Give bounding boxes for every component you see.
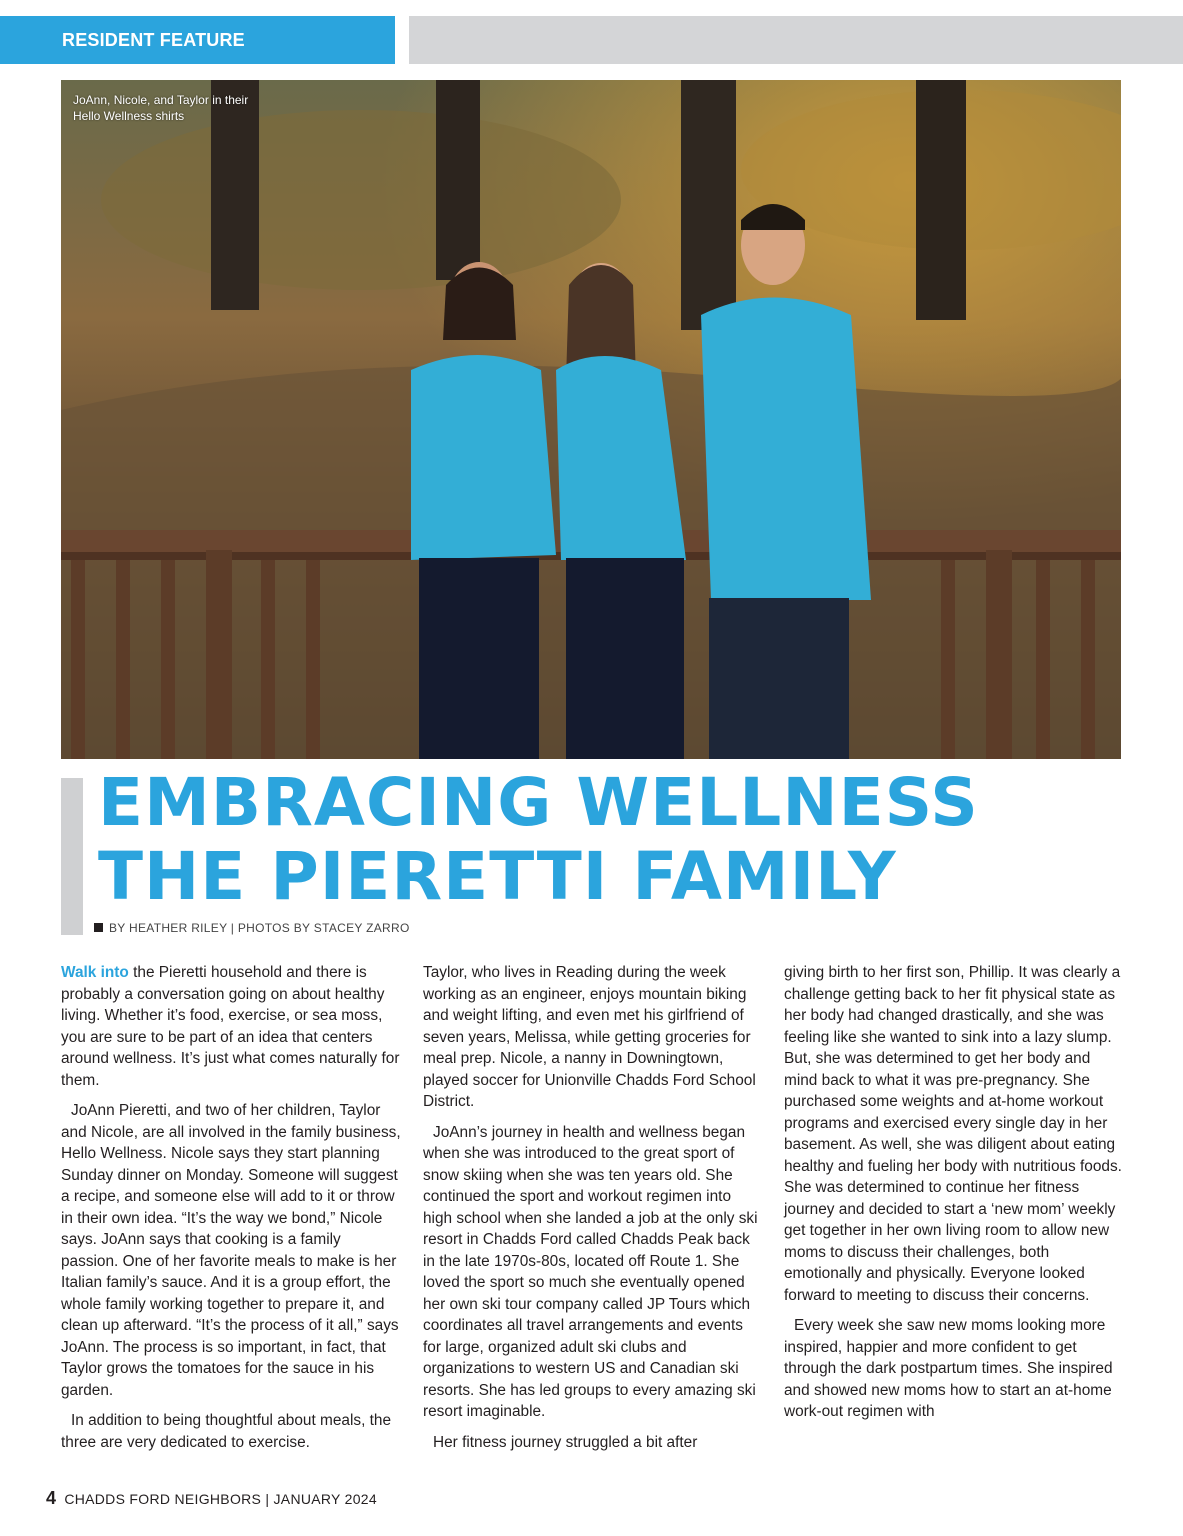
byline-bullet-icon [94, 923, 103, 932]
header-bar [409, 16, 1183, 64]
paragraph-1-text: the Pieretti household and there is probably a conversation going on about healthy living. Whether it’s food, exercise, or sea moss, you are sure to be part of an idea that centers around wellness. It’s just what comes naturally for them. [61, 964, 400, 1089]
paragraph-2: JoAnn Pieretti, and two of her children, Taylor and Nicole, are all involved in the family business, Hello Wellness. Nicole says they start planning Sunday dinner on Monday. Someone will suggest a recipe, and someone else will add to it or throw in their own idea. “It’s the way we bond,” Nicole says. JoAnn says that cooking is a family passion. One of her favorite meals to make is her Italian family’s sauce. And it is a group effort, the whole family working together to prepare it, and clean up afterward. “It’s the process of it all,” says JoAnn. The process is so important, in fact, that Taylor grows the tomatoes for the sauce in his garden. [61, 1102, 401, 1399]
page-number: 4 [46, 1488, 57, 1508]
paragraph-3: In addition to being thoughtful about meals, the three are very dedicated to exercise. [61, 1412, 392, 1451]
title-accent-rule [61, 778, 83, 935]
photo-caption [73, 92, 303, 124]
paragraph-1 [61, 962, 401, 1091]
article-title [98, 766, 1118, 914]
section-label: RESIDENT FEATURE [0, 16, 395, 64]
paragraph-8: Every week she saw new moms looking more inspired, happier and more confident to get through the dark postpartum times. She inspired and showed new moms how to start an at-home work-out regimen with [784, 1317, 1113, 1420]
byline [94, 921, 410, 935]
article-column-2 [423, 962, 763, 1462]
page-footer [46, 1488, 377, 1509]
caption-line-1: JoAnn, Nicole, and Taylor in their [73, 93, 249, 107]
article-column-3 [784, 962, 1124, 1432]
family-photo [61, 80, 1121, 759]
article-column-1 [61, 962, 401, 1462]
paragraph-5: JoAnn’s journey in health and wellness began when she was introduced to the great sport of snow skiing when she was ten years old. She continued the sport and workout regimen into high school when she landed a job at the only ski resort in Chadds Ford called Chadds Peak back in the late 1970s-80s, located off Route 1. She loved the sport so much she eventually opened her own ski tour company called JP Tours which coordinates all travel arrangements and events for large, organized adult ski clubs and organizations to western US and Canadian ski resorts. She has led groups to every amazing ski resort imaginable. [423, 1123, 758, 1420]
paragraph-7: giving birth to her first son, Phillip. It was clearly a challenge getting back to her fit physical state as her body had changed drastically, and she was feeling like she wanted to sink into a lazy slump. But, she was determined to get her body and mind back to what it was pre-pregnancy. She purchased some weights and at-home workout programs and exercised every single day in her basement. As well, she was diligent about eating healthy and fueling her body with nutritious foods. She was determined to continue her fitness journey and decided to start a ‘new mom’ weekly get together in her own living room to allow new moms to discuss their challenges, both emotionally and physically. Everyone looked forward to meeting to discuss their concerns. [784, 964, 1122, 1304]
lead-in: Walk into [61, 964, 129, 981]
caption-line-2: Hello Wellness shirts [73, 109, 185, 123]
title-line-2: THE PIERETTI FAMILY [98, 838, 897, 915]
title-line-1: EMBRACING WELLNESS [98, 764, 979, 841]
paragraph-4: Taylor, who lives in Reading during the week working as an engineer, enjoys mountain biking and weight lifting, and even met his girlfriend of seven years, Melissa, while getting groceries for meal prep. Nicole, a nanny in Downingtown, played soccer for Unionville Chadds Ford School District. [423, 964, 756, 1110]
publication-info: CHADDS FORD NEIGHBORS | JANUARY 2024 [64, 1491, 377, 1507]
paragraph-6: Her fitness journey struggled a bit after [433, 1433, 698, 1451]
byline-text: BY HEATHER RILEY | PHOTOS BY STACEY ZARRO [109, 921, 410, 935]
